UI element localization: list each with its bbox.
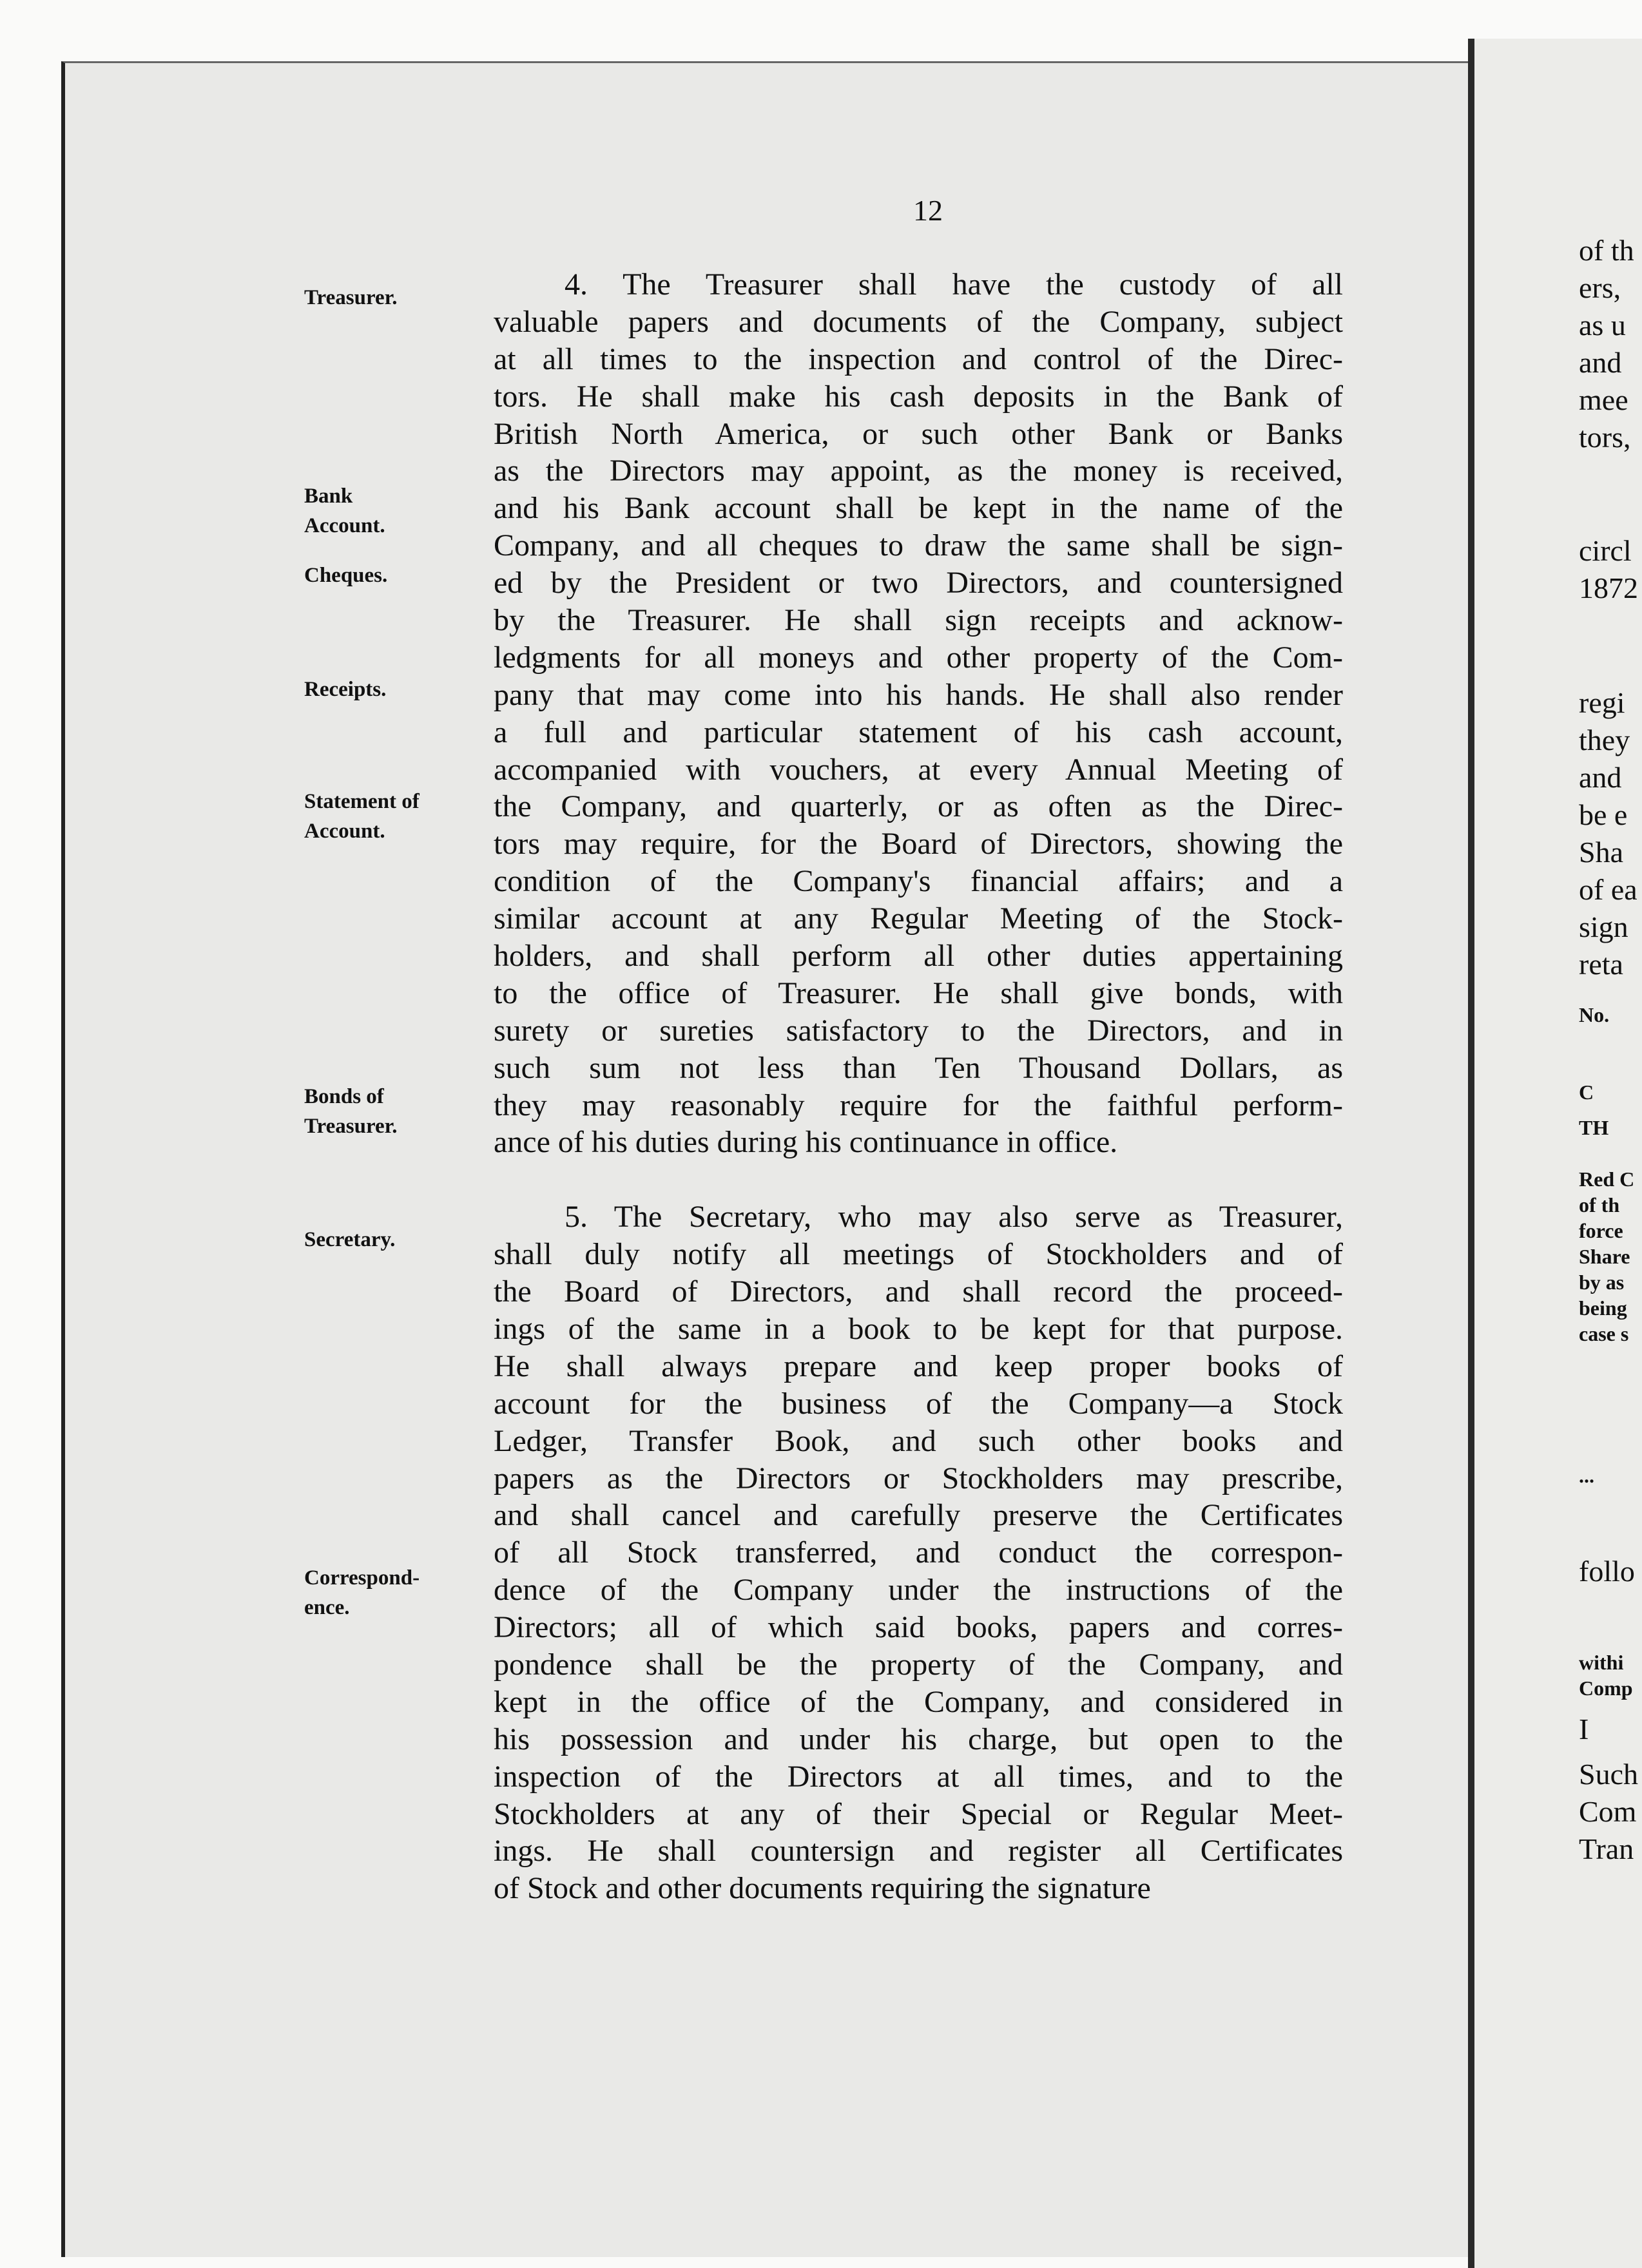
- margin-note-statement-1: Statement of: [304, 790, 420, 813]
- margin-note-correspondence-2: ence.: [304, 1596, 350, 1619]
- text-line: and shall cancel and carefully preserve the Certificates: [494, 1498, 1343, 1533]
- right-page-fragment: C: [1579, 1081, 1594, 1104]
- margin-note-receipts: Receipts.: [304, 678, 387, 701]
- text-line: such sum not less than Ten Thousand Dollars, as: [494, 1050, 1343, 1085]
- right-page-fragment: and: [1579, 761, 1622, 794]
- text-line: ings of the same in a book to be kept for that purpose.: [494, 1311, 1343, 1346]
- text-line: surety or sureties satisfactory to the Directors, and in: [494, 1013, 1343, 1048]
- right-page-fragment: as u: [1579, 309, 1626, 341]
- text-line: tors may require, for the Board of Directors, showing the: [494, 827, 1343, 861]
- text-line: He shall always prepare and keep proper books of: [494, 1349, 1343, 1383]
- text-line: as the Directors may appoint, as the money is received,: [494, 454, 1343, 488]
- text-line: similar account at any Regular Meeting of the Stock-: [494, 901, 1343, 936]
- right-page-fragment: Tran: [1579, 1832, 1634, 1865]
- margin-note-cheques: Cheques.: [304, 564, 388, 587]
- paragraph-gap: [494, 1161, 1343, 1198]
- text-line: accompanied with vouchers, at every Annual Meeting of: [494, 752, 1343, 787]
- text-line: British North America, or such other Bank or Banks: [494, 416, 1343, 451]
- body-text: [494, 266, 1343, 1907]
- page-fold: [1468, 39, 1474, 2268]
- text-line: Company, and all cheques to draw the same shall be sign-: [494, 528, 1343, 563]
- right-page-fragment: withi: [1579, 1651, 1624, 1674]
- text-line: of Stock and other documents requiring the signature: [494, 1871, 1151, 1906]
- margin-note-statement-2: Account.: [304, 820, 385, 843]
- right-page-fragment: of th: [1579, 1193, 1620, 1216]
- text-line: 5. The Secretary, who may also serve as Treasurer,: [565, 1200, 1343, 1235]
- text-line: inspection of the Directors at all times, and to the: [494, 1759, 1343, 1794]
- margin-note-bank-account-1: Bank: [304, 485, 353, 508]
- right-page-fragment: being: [1579, 1296, 1627, 1320]
- text-line: ledgments for all moneys and other property of the Com-: [494, 640, 1343, 675]
- right-page-fragment: No.: [1579, 1003, 1610, 1026]
- text-line: pany that may come into his hands. He shall also render: [494, 677, 1343, 712]
- text-line: his possession and under his charge, but open to the: [494, 1722, 1343, 1756]
- text-line: to the office of Treasurer. He shall give bonds, with: [494, 975, 1343, 1010]
- right-page-fragment: of ea: [1579, 873, 1637, 906]
- margin-note-bank-account-2: Account.: [304, 514, 385, 537]
- text-line: Directors; all of which said books, papers and corres-: [494, 1610, 1343, 1645]
- text-line: shall duly notify all meetings of Stockholders and of: [494, 1237, 1343, 1272]
- text-line: kept in the office of the Company, and considered in: [494, 1684, 1343, 1719]
- right-page-fragment: Share: [1579, 1245, 1630, 1268]
- right-page-fragment: sign: [1579, 910, 1628, 943]
- right-page-fragment: Sha: [1579, 836, 1623, 869]
- right-page-fragment: Red C: [1579, 1168, 1635, 1191]
- right-page-fragment: regi: [1579, 686, 1625, 719]
- paragraph-treasurer: [494, 266, 1343, 1161]
- text-line: 4. The Treasurer shall have the custody of all: [565, 267, 1343, 302]
- right-page-fragment: Such: [1579, 1758, 1638, 1791]
- paragraph-secretary: [494, 1198, 1343, 1907]
- right-page-fragment: they: [1579, 724, 1630, 756]
- right-page-fragment: Com: [1579, 1795, 1637, 1828]
- right-page-fragment: and: [1579, 346, 1622, 379]
- right-page-fragment: ers,: [1579, 271, 1621, 304]
- margin-note-bonds-2: Treasurer.: [304, 1115, 398, 1138]
- text-line: ings. He shall countersign and register all Certificates: [494, 1834, 1343, 1869]
- text-line: the Board of Directors, and shall record the proceed-: [494, 1274, 1343, 1309]
- right-page-fragment: Comp: [1579, 1677, 1633, 1700]
- text-line: at all times to the inspection and control of the Direc-: [494, 341, 1343, 376]
- right-page-fragment: circl: [1579, 534, 1632, 567]
- text-line: holders, and shall perform all other duties appertaining: [494, 939, 1343, 974]
- text-line: by the Treasurer. He shall sign receipts and acknow-: [494, 603, 1343, 638]
- right-page-fragment: be e: [1579, 798, 1628, 831]
- text-line: pondence shall be the property of the Company, and: [494, 1647, 1343, 1682]
- text-line: Ledger, Transfer Book, and such other books and: [494, 1423, 1343, 1458]
- page-number: 12: [913, 194, 943, 227]
- text-line: account for the business of the Company—a Stock: [494, 1386, 1343, 1421]
- right-page-fragment: ...: [1579, 1464, 1594, 1487]
- right-page-fragment: mee: [1579, 383, 1628, 416]
- text-line: they may reasonably require for the faithful perform-: [494, 1088, 1343, 1122]
- text-line: condition of the Company's financial affairs; and a: [494, 864, 1343, 899]
- text-line: dence of the Company under the instructions of the: [494, 1573, 1343, 1608]
- right-page-fragment: force: [1579, 1219, 1623, 1242]
- right-page-fragment: follo: [1579, 1555, 1635, 1588]
- text-line: the Company, and quarterly, or as often as the Direc-: [494, 789, 1343, 824]
- margin-note-treasurer: Treasurer.: [304, 286, 398, 309]
- right-page-fragment: I: [1579, 1713, 1589, 1745]
- text-line: ed by the President or two Directors, and countersigned: [494, 566, 1343, 601]
- margin-note-secretary: Secretary.: [304, 1228, 396, 1251]
- text-line: valuable papers and documents of the Company, subject: [494, 304, 1343, 339]
- text-line: Stockholders at any of their Special or Regular Meet-: [494, 1796, 1343, 1831]
- margin-note-correspondence-1: Correspond-: [304, 1566, 420, 1590]
- right-page-fragment: tors,: [1579, 421, 1631, 454]
- right-page-fragment: of th: [1579, 234, 1634, 267]
- text-line: and his Bank account shall be kept in the name of the: [494, 491, 1343, 526]
- right-page-fragment: reta: [1579, 948, 1623, 981]
- right-page-fragment: 1872: [1579, 572, 1638, 604]
- text-line: ance of his duties during his continuance in office.: [494, 1125, 1118, 1160]
- right-page-fragment: by as: [1579, 1271, 1625, 1294]
- margin-note-bonds-1: Bonds of: [304, 1085, 384, 1108]
- right-page-fragment: TH: [1579, 1116, 1609, 1139]
- text-line: of all Stock transferred, and conduct the correspon-: [494, 1535, 1343, 1570]
- text-line: a full and particular statement of his cash account,: [494, 715, 1343, 749]
- right-page-fragment: case s: [1579, 1322, 1629, 1345]
- text-line: papers as the Directors or Stockholders may prescribe,: [494, 1461, 1343, 1495]
- text-line: tors. He shall make his cash deposits in the Bank of: [494, 379, 1343, 414]
